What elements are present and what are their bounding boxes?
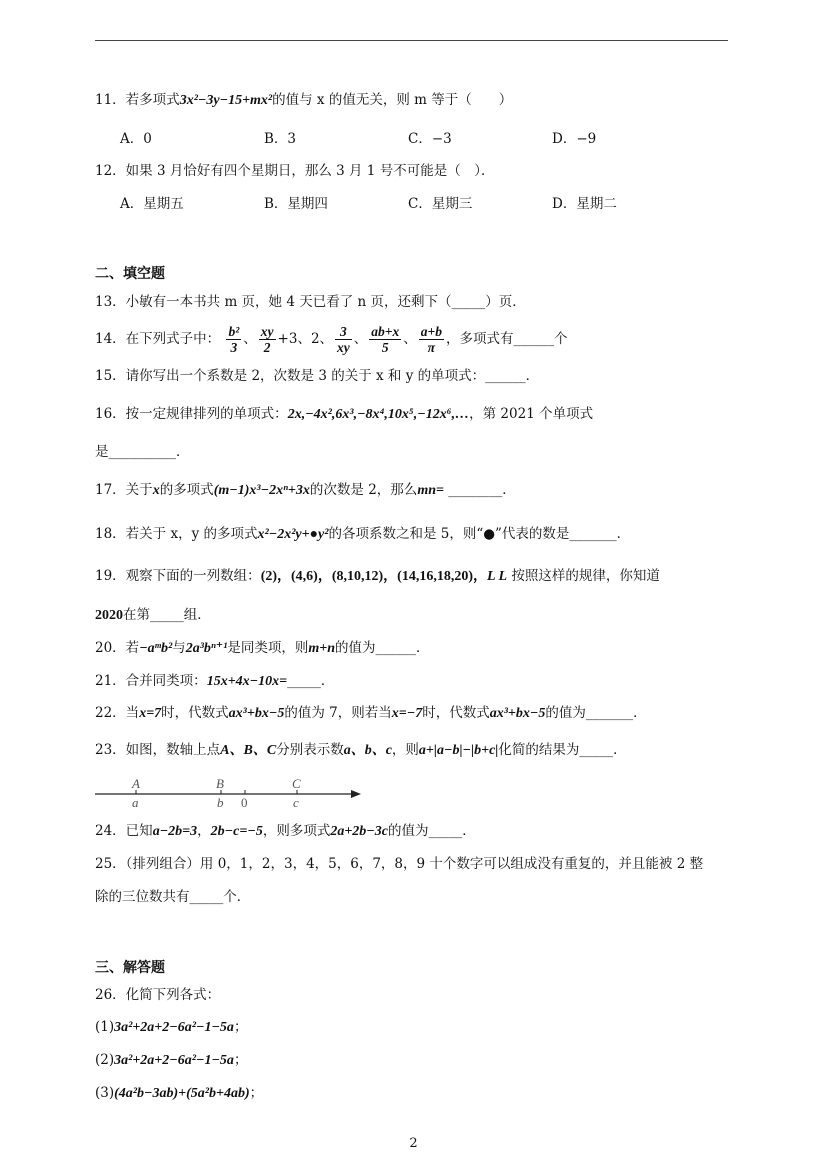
q20-prefix: 20．若	[95, 640, 140, 656]
q14-fraction-4: $\frac{ab+x}{5}$	[371, 324, 400, 355]
q23-suffix: 化简的结果为_____．	[498, 742, 627, 758]
question-17	[95, 480, 516, 501]
q22-suffix: 的值为_______．	[545, 705, 647, 721]
q19-ellipsis: L L	[486, 569, 508, 584]
q21-prefix: 21．合并同类项：	[95, 673, 207, 689]
q20-tail: 的值为______．	[335, 640, 430, 656]
q14-fraction-2-tail: +3	[277, 331, 298, 347]
q12-options	[120, 194, 696, 214]
q26-item-2-end: ；	[233, 1052, 248, 1068]
q22-prefix: 22．当	[95, 705, 140, 721]
q14-fraction-1: $\frac{\text{b²}}{3}$	[228, 324, 240, 355]
q14-fraction-3: $\frac{3}{xy}$	[337, 324, 350, 355]
q14-fraction-5: $\frac{a+b}{\pi}$	[420, 324, 442, 355]
question-12: 12．如果 3 月恰好有四个星期日，那么 3 月 1 号不可能是（ ）．	[95, 163, 495, 179]
label-c: c	[293, 795, 299, 810]
q12-option-c[interactable]: C．星期三	[408, 196, 473, 212]
q19-prefix: 19．观察下面的一列数组：	[95, 568, 261, 584]
label-C: C	[292, 776, 301, 791]
q20-expression-2: 2a³bⁿ⁺¹	[185, 641, 228, 656]
q26-item-3-expression: (4a²b−3ab)+(5a²b+4ab)	[114, 1086, 250, 1101]
q26-item-3-end: ；	[249, 1085, 264, 1101]
question-13: 13．小敏有一本书共 m 页，她 4 天已看了 n 页，还剩下（_____）页．	[95, 294, 526, 310]
page-number: 2	[409, 1136, 418, 1151]
q20-expression-1: −aᵐb²	[139, 641, 173, 656]
q19-expression: (2)，(4,6)，(8,10,12)，(14,16,18,20)，	[260, 569, 487, 584]
q22-expression-2: ax³+bx−5	[228, 706, 285, 721]
q26-item-1	[95, 1017, 247, 1038]
q22-expression-1: x=7	[139, 706, 162, 721]
question-23	[95, 740, 627, 761]
label-A: A	[132, 776, 140, 791]
q22-mid-2: 的值为 7，则若当	[284, 705, 392, 721]
q23-mid: 分别表示数	[276, 742, 344, 758]
q14-suffix: ，多项式有______个	[445, 331, 568, 347]
number-line-arrow-icon	[351, 790, 361, 798]
q26-item-2-index: (2)	[95, 1052, 115, 1068]
q18-prefix: 18．若关于 x，y 的多项式	[95, 526, 258, 542]
q26-item-3	[95, 1083, 263, 1104]
q17-prefix: 17．关于	[95, 482, 153, 498]
q26-item-3-index: (3)	[95, 1085, 115, 1101]
q24-suffix: 的值为_____．	[388, 823, 476, 839]
q11-option-b[interactable]: B．3	[264, 131, 297, 147]
q11-expression: 3x²−3y−15+mx²	[179, 93, 273, 108]
q12-option-a[interactable]: A．星期五	[120, 196, 184, 212]
section-heading-fill-in: 二、填空题	[95, 266, 165, 282]
q19-suffix: 按照这样的规律，你知道	[511, 568, 660, 584]
q11-options	[120, 129, 696, 149]
q19-line-2-text: 在第_____组．	[123, 607, 211, 623]
q11-option-c[interactable]: C．−3	[408, 131, 452, 147]
question-25-line-1: 25．（排列组合）用 0，1，2，3，4，5，6，7，8，9 十个数字可以组成没有重复的，并且能被 2 整	[95, 856, 704, 872]
q24-separator: ，	[197, 823, 211, 839]
q11-option-d[interactable]: D．−9	[552, 131, 597, 147]
q22-mid-3: 时，代数式	[422, 705, 490, 721]
q18-expression: x²−2x²y+●y²	[257, 527, 329, 542]
q19-number: 2020	[95, 608, 123, 623]
q20-mid: 与	[172, 640, 186, 656]
q16-expression: 2x,−4x²,6x³,−8x⁴,10x⁵,−12x⁶,…	[287, 407, 470, 422]
question-16	[95, 404, 593, 425]
question-20	[95, 638, 430, 659]
question-11	[95, 90, 512, 111]
header-rule	[95, 40, 728, 41]
q24-expression-1: a−2b=3	[152, 824, 198, 839]
q12-option-d[interactable]: D．星期二	[552, 196, 617, 212]
q11-suffix: 的值与 x 的值无关，则 m 等于（ ）	[272, 92, 513, 108]
q11-prefix: 11．若多项式	[95, 92, 180, 108]
q23-points: A、B、C	[220, 743, 277, 758]
q26-item-1-expression: 3a²+2a+2−6a²−1−5a	[114, 1020, 234, 1035]
question-18	[95, 524, 630, 545]
q17-expression: (m−1)x³−2xⁿ+3x	[213, 483, 310, 498]
number-line-figure	[95, 776, 365, 812]
q16-suffix: ，第 2021 个单项式	[469, 406, 594, 422]
q17-variable: x	[152, 483, 160, 498]
q24-expression-2: 2b−c=−5	[210, 824, 263, 839]
q20-expression-3: m+n	[308, 641, 336, 656]
q24-prefix: 24．已知	[95, 823, 153, 839]
q19-line-2	[95, 605, 211, 626]
q17-suffix: 的次数是 2，那么	[309, 482, 418, 498]
q12-option-b[interactable]: B．星期四	[264, 196, 328, 212]
q24-expression-3: 2a+2b−3c	[330, 824, 389, 839]
q26-item-1-end: ；	[233, 1019, 248, 1035]
q16-line-2: 是__________．	[95, 444, 190, 460]
question-15: 15．请你写出一个系数是 2，次数是 3 的关于 x 和 y 的单项式：______．	[95, 368, 540, 384]
q17-blank: ________．	[448, 482, 516, 498]
section-heading-solutions: 三、解答题	[95, 960, 165, 976]
q23-variables: a、b、c	[343, 743, 392, 758]
q18-suffix: 的各项系数之和是 5，则“●”代表的数是_______．	[328, 526, 631, 542]
question-14: 14．在下列式子中： $\frac{\text{b²}}{3}$ 、 $\frac{xy}{2}$ +3、2、 $\frac{3}{xy}$ 、 $\frac{ab+x}{5}$ 、 $\frac{a+b}{\pi}$ ，多项式有______个	[95, 324, 568, 355]
q14-prefix: 14．在下列式子中：	[95, 331, 221, 347]
q23-expression: a+|a−b|−|b+c|	[418, 743, 499, 758]
question-25-line-2: 除的三位数共有_____个．	[95, 889, 251, 905]
label-zero: 0	[241, 795, 248, 810]
q17-expression-2: mn=	[417, 483, 444, 498]
q20-suffix: 是同类项，则	[227, 640, 309, 656]
q11-option-a[interactable]: A．0	[120, 131, 152, 147]
q22-expression-4: ax³+bx−5	[489, 706, 546, 721]
q14-fraction-2: $\frac{xy}{2}$	[260, 324, 274, 355]
q23-prefix: 23．如图，数轴上点	[95, 742, 221, 758]
q21-expression: 15x+4x−10x=	[206, 674, 288, 689]
label-b: b	[217, 795, 224, 810]
q21-suffix: _____．	[287, 673, 335, 689]
q24-mid: ，则多项式	[262, 823, 331, 839]
question-21	[95, 671, 334, 692]
q14-mid: 、2、	[297, 331, 334, 347]
q26-item-2-expression: 3a²+2a+2−6a²−1−5a	[114, 1053, 234, 1068]
question-19	[95, 566, 660, 587]
q22-mid-1: 时，代数式	[161, 705, 229, 721]
question-26-title: 26．化简下列各式：	[95, 987, 221, 1003]
question-24	[95, 821, 476, 842]
q22-expression-3: x=−7	[391, 706, 423, 721]
q26-item-1-index: (1)	[95, 1019, 115, 1035]
q23-mid-2: ，则	[391, 742, 419, 758]
label-B: B	[216, 776, 224, 791]
label-a: a	[132, 795, 139, 810]
q17-mid: 的多项式	[159, 482, 214, 498]
q26-item-2	[95, 1050, 247, 1071]
q16-prefix: 16．按一定规律排列的单项式：	[95, 406, 288, 422]
question-22	[95, 703, 647, 724]
